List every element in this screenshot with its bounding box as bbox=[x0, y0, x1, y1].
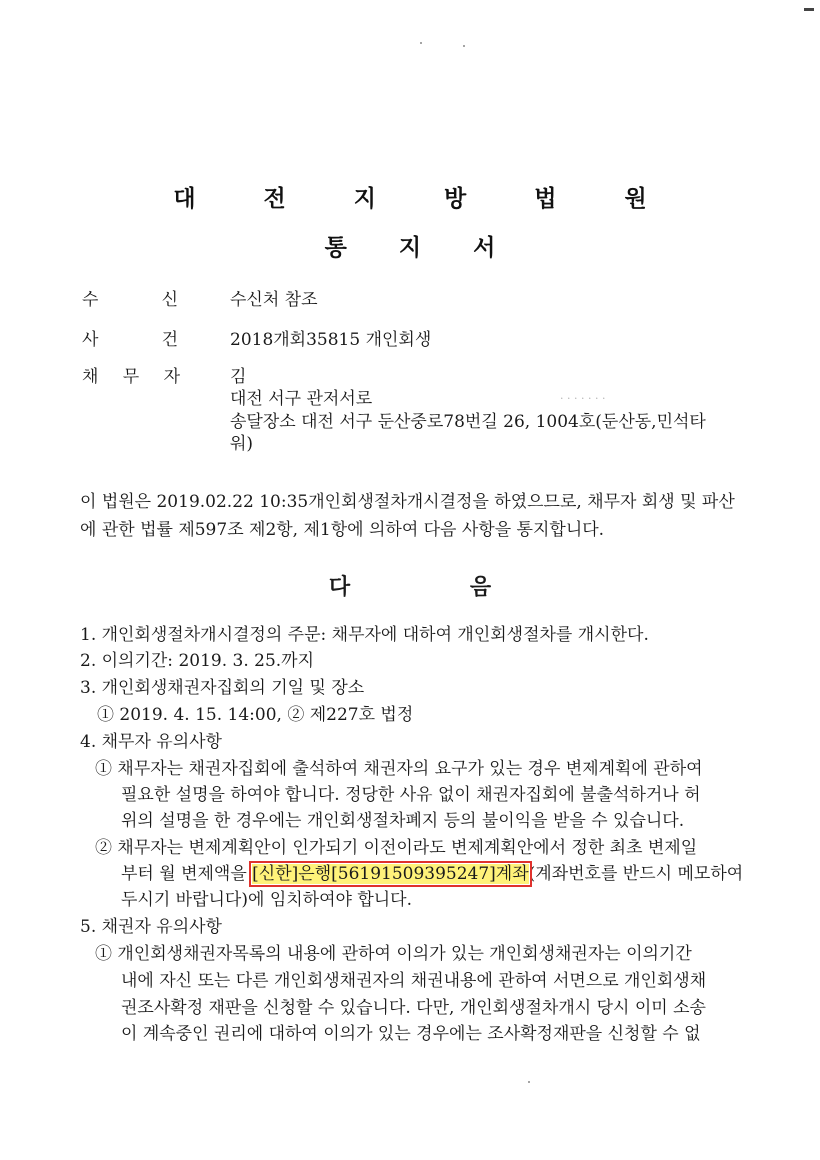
item-4-2-line-1: ② 채무자는 변제계획안이 인가되기 이전이라도 변제계획안에서 정한 최초 변제일 bbox=[95, 838, 698, 858]
section-title: 다 음 bbox=[328, 575, 548, 600]
delivery-address: 송달장소 대전 서구 둔산중로78번길 26, 1004호(둔산동,민석타 bbox=[230, 412, 706, 432]
item-4: 4. 채무자 유의사항 bbox=[80, 732, 222, 752]
redaction-trace: · · · · · · · bbox=[560, 392, 606, 405]
item-5-1-line-1: ① 개인회생채권자목록의 내용에 관하여 이의가 있는 개인회생채권자는 이의기간 bbox=[95, 944, 692, 964]
item-4-2-line-3: 두시기 바랍니다)에 임치하여야 합니다. bbox=[121, 890, 412, 910]
item-5-1-line-4: 이 계속중인 권리에 대하여 이의가 있는 경우에는 조사확정재판을 신청할 수 없 bbox=[121, 1024, 701, 1044]
case-value: 2018개회35815 개인회생 bbox=[230, 330, 432, 350]
highlighted-bank-account: [신한]은행[56191509395247]계좌 bbox=[252, 864, 529, 884]
item-4-1-line-1: ① 채무자는 채권자집회에 출석하여 채권자의 요구가 있는 경우 변제계획에 관하여 bbox=[95, 759, 703, 779]
debtor-name: 김 bbox=[230, 367, 247, 387]
item-4-2-post: (계좌번호를 반드시 메모하여 bbox=[528, 864, 744, 884]
case-label: 사 건 bbox=[82, 330, 178, 350]
item-4-2-pre: 부터 월 변제액을 bbox=[121, 864, 253, 884]
item-5-1-line-3: 권조사확정 재판을 신청할 수 있습니다. 다만, 개인회생절차개시 당시 이미 소송 bbox=[121, 998, 706, 1018]
debtor-label: 채 무 자 bbox=[82, 367, 180, 387]
item-2: 2. 이의기간: 2019. 3. 25.까지 bbox=[80, 651, 315, 671]
debtor-address: 대전 서구 관저서로 bbox=[230, 389, 373, 409]
recipient-label: 수 신 bbox=[82, 290, 178, 310]
court-name: 대 전 지 방 법 원 bbox=[173, 186, 677, 212]
scan-mark bbox=[804, 8, 814, 11]
scan-speck bbox=[528, 1081, 530, 1083]
item-4-1-line-3: 위의 설명을 한 경우에는 개인회생절차폐지 등의 불이익을 받을 수 있습니다. bbox=[121, 811, 685, 831]
recipient-value: 수신처 참조 bbox=[230, 290, 318, 310]
item-4-1-line-2: 필요한 설명을 하여야 합니다. 정당한 사유 없이 채권자집회에 불출석하거나 허 bbox=[121, 785, 701, 805]
item-4-2-line-2 bbox=[121, 859, 743, 884]
item-5: 5. 채권자 유의사항 bbox=[80, 917, 222, 937]
delivery-address-cont: 워) bbox=[230, 434, 254, 454]
item-3-detail: ① 2019. 4. 15. 14:00, ② 제227호 법정 bbox=[97, 705, 414, 725]
scan-speck bbox=[463, 45, 465, 47]
intro-line-1: 이 법원은 2019.02.22 10:35개인회생절차개시결정을 하였으므로, 채무자 회생 및 파산 bbox=[80, 492, 735, 512]
intro-line-2: 에 관한 법률 제597조 제2항, 제1항에 의하여 다음 사항을 통지합니다. bbox=[80, 520, 605, 540]
item-1: 1. 개인회생절차개시결정의 주문: 채무자에 대하여 개인회생절차를 개시한다. bbox=[80, 625, 649, 645]
item-3: 3. 개인회생채권자집회의 기일 및 장소 bbox=[80, 678, 365, 698]
scan-speck bbox=[420, 42, 422, 44]
document-title: 통 지 서 bbox=[324, 235, 518, 261]
item-5-1-line-2: 내에 자신 또는 다른 개인회생채권자의 채권내용에 관하여 서면으로 개인회생채 bbox=[121, 971, 707, 991]
